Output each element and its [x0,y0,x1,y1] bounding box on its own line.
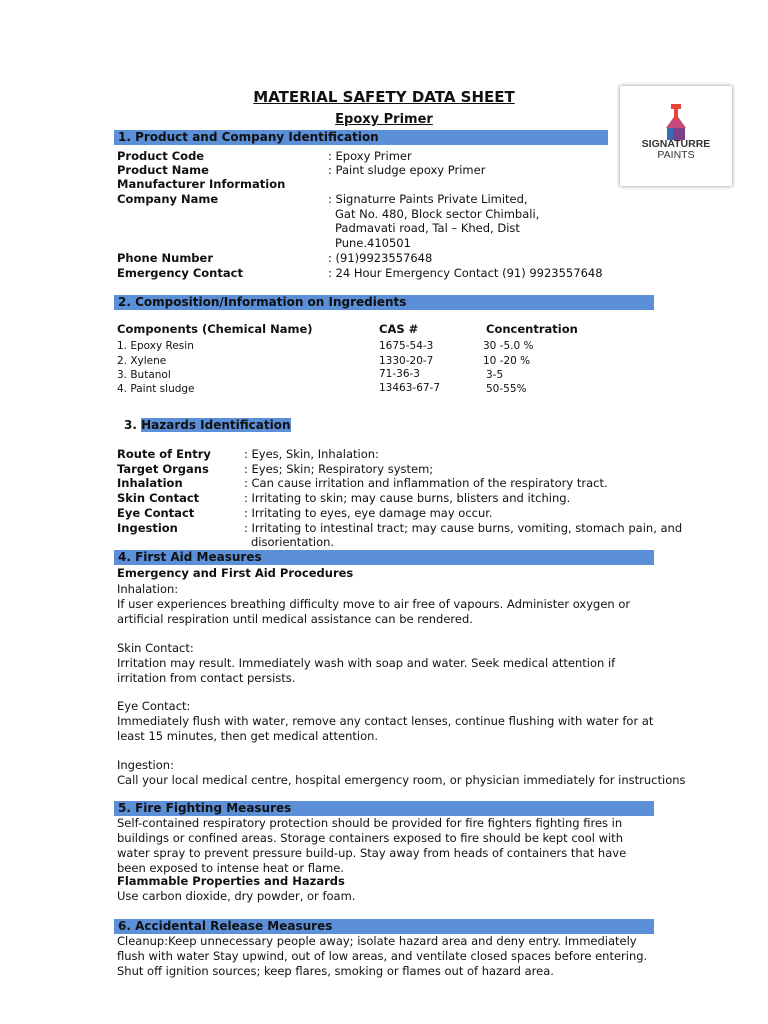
first-aid-eye-label: Eye Contact: [117,699,191,713]
fire-fighting-text: Self-contained respiratory protection should be provided for fire fighters fighting fires in buildings or confined areas. Storage containers exposed to fire should be kept cool with water spray to prevent pressure build-up. Stay away from heads of containers that have been exposed to intense heat or flame. [117,816,627,875]
emergency-contact-value: : 24 Hour Emergency Contact (91) 9923557648 [328,266,603,280]
first-aid-subheading: Emergency and First Aid Procedures [117,566,354,580]
first-aid-skin-label: Skin Contact: [117,641,194,655]
cas-header: CAS # [379,322,419,336]
section5-heading: 5. Fire Fighting Measures [114,801,654,816]
address-line: Padmavati road, Tal – Khed, Dist [335,221,520,235]
first-aid-eye-text: Immediately flush with water, remove any contact lenses, continue flushing with water for at least 15 minutes, then get medical attention. [117,714,654,743]
ingredient-cas: 71-36-3 [379,368,420,380]
product-name-label: Product Name [117,163,209,177]
first-aid-skin-text: Irritation may result. Immediately wash with soap and water. Seek medical attention if irritation from contact persists. [117,656,616,685]
section3-number: 3. [124,418,137,432]
brush-house-icon [620,86,732,186]
document-title: MATERIAL SAFETY DATA SHEET [253,88,515,106]
product-code-label: Product Code [117,149,205,163]
emergency-contact-label: Emergency Contact [117,266,243,280]
eye-contact-value: : Irritating to eyes, eye damage may occur. [244,506,493,520]
route-of-entry-label: Route of Entry [117,447,211,461]
target-organs-value: : Eyes; Skin; Respiratory system; [244,462,434,476]
first-aid-ingestion-text: Call your local medical centre, hospital emergency room, or physician immediately for instructions [117,773,686,787]
company-logo [620,86,732,186]
ingredient-concentration: 30 -5.0 % [483,340,534,352]
inhalation-label: Inhalation [117,476,183,490]
phone-label: Phone Number [117,251,214,265]
inhalation-value: : Can cause irritation and inflammation of the respiratory tract. [244,476,608,490]
first-aid-ingestion-label: Ingestion: [117,758,174,772]
ingredient-cas: 1675-54-3 [379,340,434,352]
skin-contact-value: : Irritating to skin; may cause burns, blisters and itching. [244,491,571,505]
flammable-subheading: Flammable Properties and Hazards [117,874,345,888]
phone-value: : (91)9923557648 [328,251,433,265]
section6-heading: 6. Accidental Release Measures [114,919,654,934]
components-header: Components (Chemical Name) [117,322,313,336]
ingredient-name: 2. Xylene [117,355,167,367]
flammable-text: Use carbon dioxide, dry powder, or foam. [117,889,356,903]
logo-line1: SIGNATURRE [641,138,711,150]
target-organs-label: Target Organs [117,462,209,476]
ingredient-concentration: 3-5 [486,369,504,381]
first-aid-inhalation-text: If user experiences breathing difficulty move to air free of vapours. Administer oxygen or artificial respiration until medical assistance can be rendered. [117,597,631,626]
product-name-value: : Paint sludge epoxy Primer [328,163,486,177]
ingredient-concentration: 50-55% [486,383,527,395]
skin-contact-label: Skin Contact [117,491,200,505]
section4-heading: 4. First Aid Measures [114,550,654,565]
section3-title: Hazards Identification [141,418,291,432]
company-name-value: : Signaturre Paints Private Limited, [328,192,528,206]
manufacturer-info-label: Manufacturer Information [117,177,286,191]
ingredient-cas: 1330-20-7 [379,355,434,367]
ingestion-value-cont: disorientation. [251,535,335,549]
section1-heading: 1. Product and Company Identification [114,130,608,145]
ingredient-name: 3. Butanol [117,369,171,381]
ingestion-value: : Irritating to intestinal tract; may cause burns, vomiting, stomach pain, and [244,521,683,535]
section2-heading: 2. Composition/Information on Ingredients [114,295,654,310]
company-name-label: Company Name [117,192,219,206]
ingestion-label: Ingestion [117,521,178,535]
route-of-entry-value: : Eyes, Skin, Inhalation: [244,447,379,461]
product-code-value: : Epoxy Primer [328,149,412,163]
section3-heading [124,418,291,432]
logo-line2: PAINTS [657,149,695,161]
document-subtitle: Epoxy Primer [335,112,433,127]
accidental-release-text: Cleanup:Keep unnecessary people away; isolate hazard area and deny entry. Immediately flush with water Stay upwind, out of low areas, and ventilate closed spaces before entering. Shut off ignition sources; keep flares, smoking or flames out of hazard area. [117,934,648,978]
eye-contact-label: Eye Contact [117,506,195,520]
ingredient-cas: 13463-67-7 [379,382,441,394]
address-line: Pune.410501 [335,236,411,250]
ingredient-name: 4. Paint sludge [117,383,195,395]
ingredient-name: 1. Epoxy Resin [117,340,194,352]
address-line: Gat No. 480, Block sector Chimbali, [335,207,540,221]
ingredient-concentration: 10 -20 % [483,355,531,367]
first-aid-inhalation-label: Inhalation: [117,582,179,596]
concentration-header: Concentration [486,322,578,336]
